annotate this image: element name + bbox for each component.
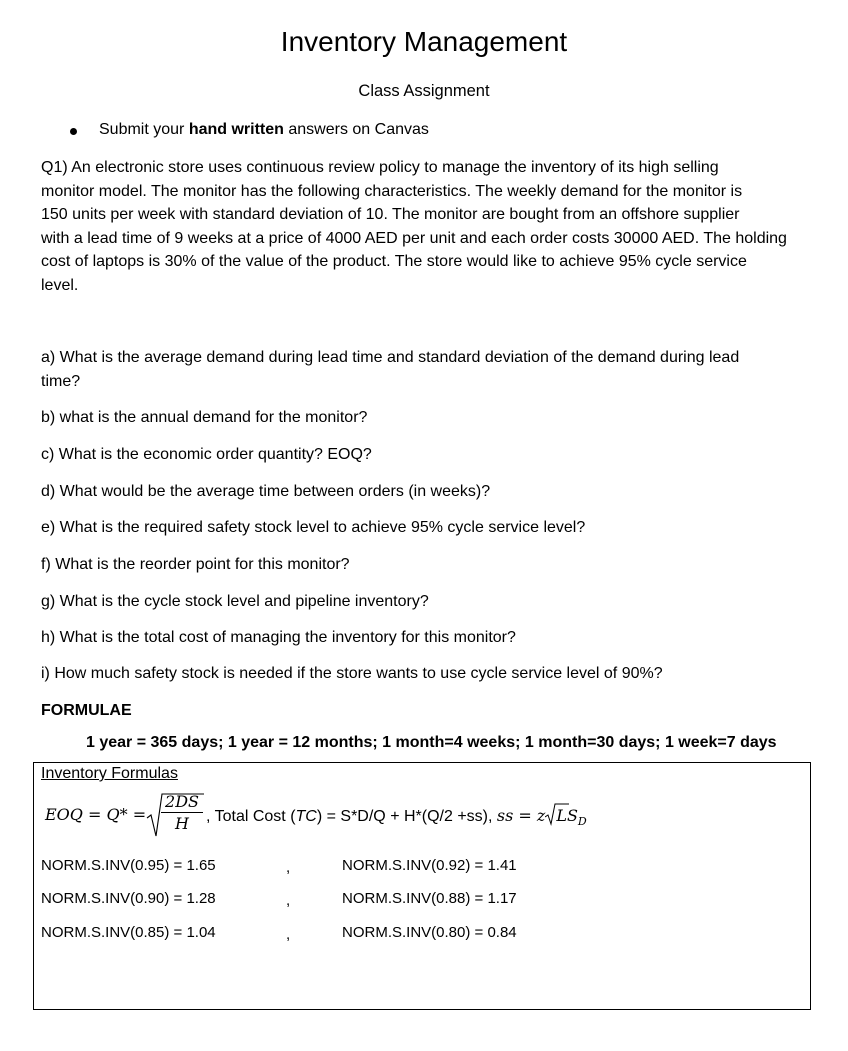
problem-line: with a lead time of 9 weeks at a price of 4000 AED per unit and each order costs 30000 AED. The holding <box>41 229 787 247</box>
norm-value-left: NORM.S.INV(0.90) = 1.28 <box>41 890 216 907</box>
page-subtitle: Class Assignment <box>358 82 490 100</box>
question-i: i) How much safety stock is needed if the store wants to use cycle service level of 90%? <box>41 665 663 682</box>
question-d: d) What would be the average time between orders (in weeks)? <box>41 483 491 500</box>
question-g: g) What is the cycle stock level and pipeline inventory? <box>41 593 429 610</box>
norm-value-left: NORM.S.INV(0.95) = 1.65 <box>41 857 216 874</box>
sqrt-sign-icon <box>545 803 571 827</box>
eoq-denominator: H <box>175 814 189 833</box>
ss-radicand: L <box>556 806 567 825</box>
unit-conversions: 1 year = 365 days; 1 year = 12 months; 1 month=4 weeks; 1 month=30 days; 1 week=7 days <box>86 734 777 751</box>
formulas-box-title: Inventory Formulas <box>41 765 178 782</box>
question-c: c) What is the economic order quantity? EOQ? <box>41 446 372 463</box>
norm-value-right: NORM.S.INV(0.92) = 1.41 <box>342 857 517 874</box>
instruction-suffix: answers on Canvas <box>283 121 429 138</box>
problem-line: monitor model. The monitor has the following characteristics. The weekly demand for the monitor is <box>41 182 743 200</box>
eoq-numerator: 2DS <box>165 792 199 811</box>
question-a <box>41 346 811 393</box>
bullet-icon <box>70 128 77 135</box>
question-h: h) What is the total cost of managing the inventory for this monitor? <box>41 629 516 646</box>
problem-line: cost of laptops is 30% of the value of the product. The store would like to achieve 95% cycle service <box>41 253 747 271</box>
problem-line: 150 units per week with standard deviation of 10. The monitor are bought from an offshore supplier <box>41 206 740 224</box>
question-e: e) What is the required safety stock level to achieve 95% cycle service level? <box>41 519 586 536</box>
ss-subscript: D <box>577 815 587 829</box>
instruction-prefix: Submit your <box>99 121 189 138</box>
tc-abbrev: TC <box>295 808 317 825</box>
tc-suffix: ) = S*D/Q + H*(Q/2 +ss), <box>316 808 497 825</box>
question-b: b) what is the annual demand for the monitor? <box>41 409 368 426</box>
eoq-lhs: EOQ = Q* = <box>45 805 147 824</box>
submission-instruction <box>99 121 429 139</box>
norm-separator: , <box>286 859 291 876</box>
problem-line: Q1) An electronic store uses continuous review policy to manage the inventory of its high selling <box>41 159 719 176</box>
tc-prefix: , Total Cost ( <box>206 808 296 825</box>
question-f: f) What is the reorder point for this monitor? <box>41 556 350 573</box>
safety-stock-formula <box>496 806 587 829</box>
ss-tail: S <box>566 806 578 825</box>
problem-line: level. <box>41 276 79 294</box>
ss-lhs: ss = z <box>496 806 546 825</box>
ss-sqrt <box>545 806 567 825</box>
norm-value-right: NORM.S.INV(0.80) = 0.84 <box>342 924 517 941</box>
page-title: Inventory Management <box>280 26 568 57</box>
norm-value-right: NORM.S.INV(0.88) = 1.17 <box>342 890 517 907</box>
formulae-heading: FORMULAE <box>41 702 132 719</box>
norm-separator: , <box>286 926 291 943</box>
eoq-fraction <box>161 792 203 833</box>
norm-value-left: NORM.S.INV(0.85) = 1.04 <box>41 924 216 941</box>
instruction-emphasis: hand written <box>188 121 284 138</box>
total-cost-formula <box>206 806 587 828</box>
problem-statement <box>41 156 811 298</box>
norm-separator: , <box>286 892 291 909</box>
question-a-line: a) What is the average demand during lead time and standard deviation of the demand during lead <box>41 349 740 366</box>
question-a-line: time? <box>41 372 81 390</box>
